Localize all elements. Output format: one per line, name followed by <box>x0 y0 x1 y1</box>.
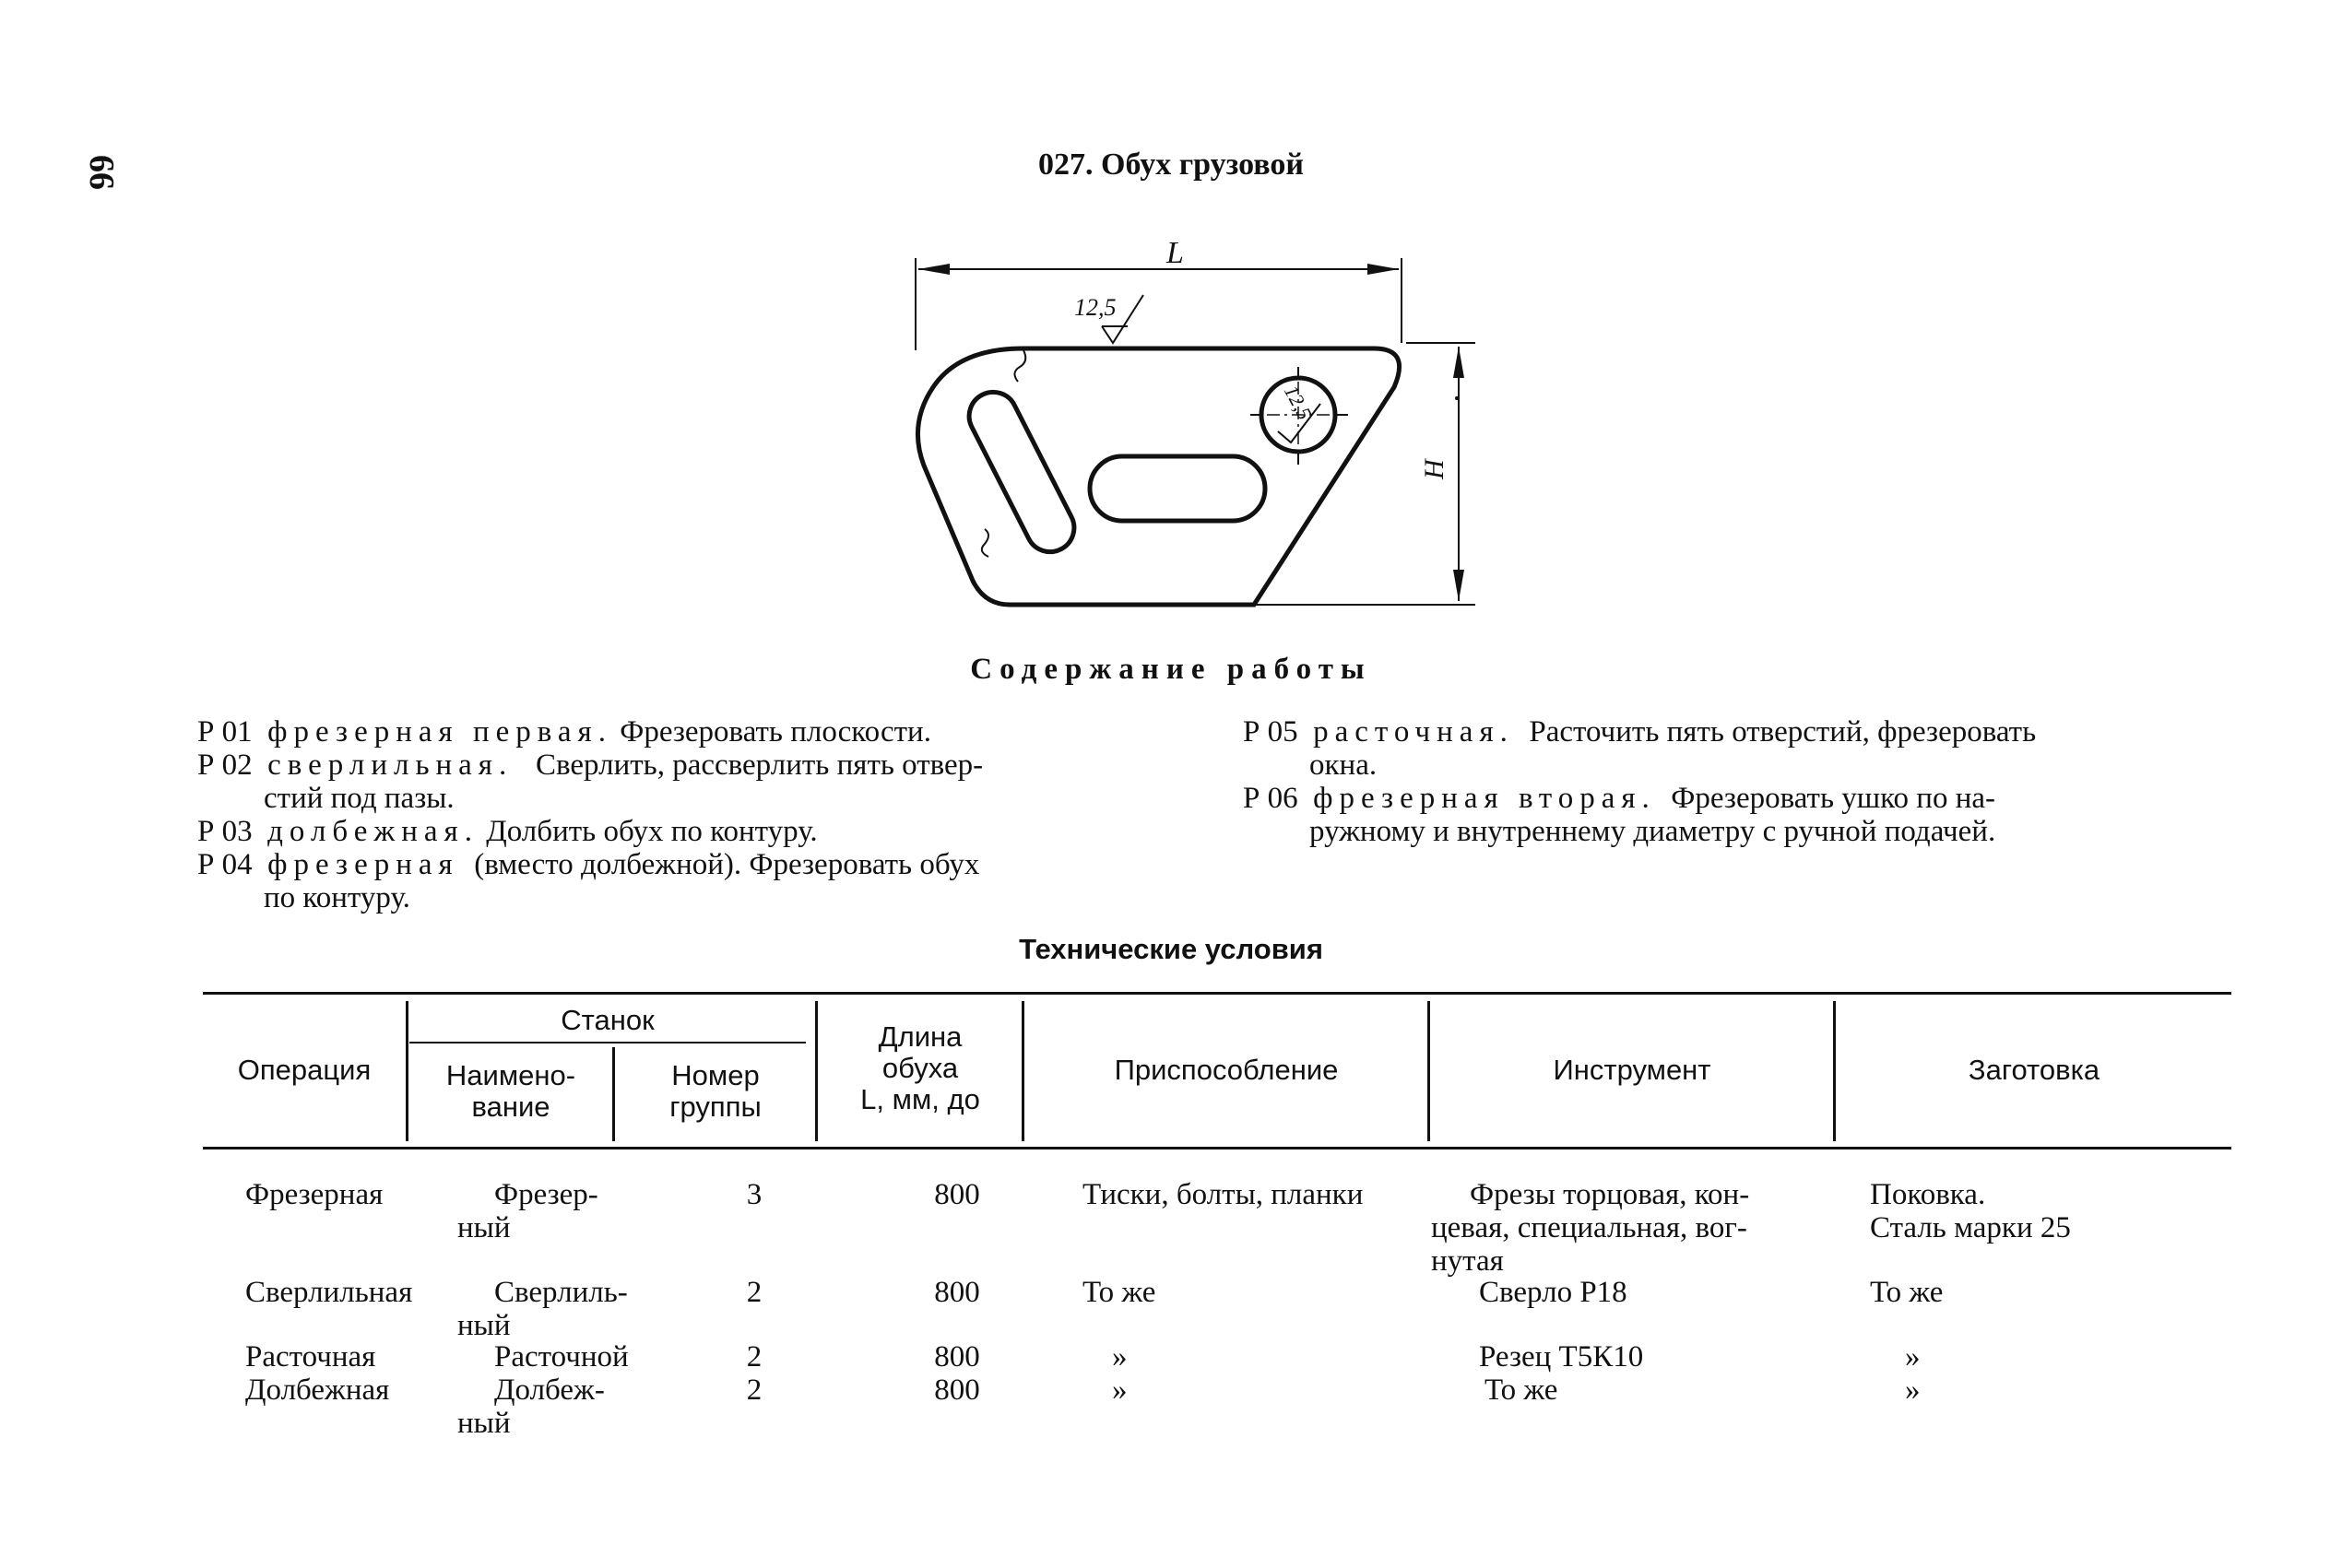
dim-length-label: L <box>1166 236 1184 270</box>
work-heading: Содержание работы <box>970 653 1372 686</box>
col-divider-5 <box>1427 1001 1430 1141</box>
cell-group: 2 <box>746 1276 763 1309</box>
part-outline <box>917 348 1399 605</box>
cell-fixture: » <box>1112 1373 1128 1407</box>
operation-p01: Р 01 фрезерная первая. Фрезеровать плоскости. <box>197 715 931 749</box>
cell-operation: Фрезерная <box>245 1178 384 1211</box>
operation-p06: Р 06 фрезерная вторая. Фрезеровать ушко по на- ружному и внутреннему диаметру с ручной подачей. <box>1243 782 1996 848</box>
cell-machine-name: Долбеж- ный <box>457 1373 605 1440</box>
cell-operation: Сверлильная <box>245 1276 413 1309</box>
operation-p04: Р 04 фрезерная (вместо долбежной). Фрезеровать обух по контуру. <box>197 848 980 914</box>
cell-blank: » <box>1905 1340 1921 1373</box>
dim-height-label: H <box>1419 459 1449 479</box>
header-tool: Инструмент <box>1553 1054 1711 1086</box>
col-divider-3 <box>815 1001 818 1141</box>
header-operation: Операция <box>237 1054 372 1086</box>
col-divider-4 <box>1022 1001 1024 1141</box>
header-fixture: Приспособление <box>1114 1054 1339 1086</box>
header-blank: Заготовка <box>1968 1054 2100 1086</box>
cell-operation: Долбежная <box>245 1373 390 1407</box>
header-length: Длина обуха L, мм, до <box>860 1020 980 1115</box>
arrow-up <box>1453 347 1464 378</box>
horizontal-slot <box>1090 456 1265 521</box>
roughness-top-value: 12,5 <box>1074 294 1117 321</box>
cell-length: 800 <box>934 1178 980 1211</box>
cell-blank: То же <box>1870 1276 1944 1309</box>
cell-tool: Сверло Р18 <box>1479 1276 1627 1309</box>
table-header-rule <box>203 1147 2231 1149</box>
col-divider-1 <box>406 1001 408 1141</box>
operation-p02: Р 02 сверлильная. Сверлить, рассверлить пять отвер- стий под пазы. <box>197 749 984 815</box>
operations-left <box>197 715 1193 914</box>
slanted-slot <box>961 383 1082 560</box>
page-title: 027. Обух грузовой <box>1038 147 1304 182</box>
arrow-right <box>1367 264 1399 275</box>
tech-heading: Технические условия <box>1019 933 1323 965</box>
cell-length: 800 <box>934 1276 980 1309</box>
page-number: 66 <box>82 155 121 190</box>
cell-tool: Фрезы торцовая, кон- цевая, специальная, вог- нутая <box>1431 1178 1750 1278</box>
cell-tool: Резец Т5К10 <box>1479 1340 1644 1373</box>
cell-machine-name: Сверлиль- ный <box>457 1276 628 1342</box>
table-top-rule <box>203 992 2231 995</box>
cell-blank: Поковка. Сталь марки 25 <box>1870 1178 2071 1244</box>
cell-length: 800 <box>934 1373 980 1407</box>
roughness-hole-value: 12,5 <box>1279 381 1317 424</box>
cell-operation: Расточная <box>245 1340 376 1373</box>
header-group: Номер группы <box>669 1059 762 1123</box>
header-machine: Станок <box>561 1004 655 1036</box>
cell-tool: То же <box>1484 1373 1558 1407</box>
arrow-left <box>918 264 950 275</box>
header-machine-name: Наимено- вание <box>445 1059 576 1123</box>
cell-fixture: То же <box>1082 1276 1156 1309</box>
part-drawing <box>904 230 1494 618</box>
col-divider-2 <box>612 1047 615 1141</box>
operation-p05: Р 05 расточная. Расточить пять отверстий, фрезеровать окна. <box>1243 715 2037 782</box>
operations-right <box>1243 715 2239 848</box>
arrow-down <box>1453 570 1464 601</box>
cell-group: 2 <box>746 1373 763 1407</box>
cell-group: 2 <box>746 1340 763 1373</box>
cell-fixture: » <box>1112 1340 1128 1373</box>
cell-blank: » <box>1905 1373 1921 1407</box>
machine-sub-rule <box>409 1042 806 1043</box>
operation-p03: Р 03 долбежная. Долбить обух по контуру. <box>197 815 818 848</box>
col-divider-6 <box>1833 1001 1836 1141</box>
cell-machine-name: Фрезер- ный <box>457 1178 598 1244</box>
cell-group: 3 <box>746 1178 763 1211</box>
cell-length: 800 <box>934 1340 980 1373</box>
cell-machine-name: Расточной <box>494 1340 629 1373</box>
cell-fixture: Тиски, болты, планки <box>1082 1178 1364 1211</box>
